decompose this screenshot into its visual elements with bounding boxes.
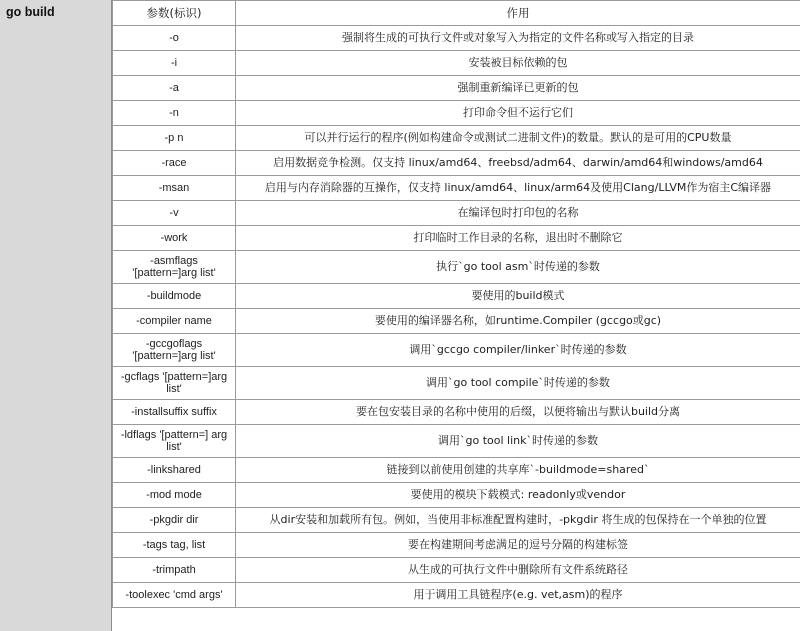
table-row <box>113 367 800 400</box>
description-cell: 调用`gccgo compiler/linker`时传递的参数 <box>236 334 800 367</box>
flag-cell: -msan <box>113 176 236 201</box>
description-column-header: 作用 <box>236 1 800 26</box>
flag-cell: -installsuffix suffix <box>113 400 236 425</box>
flag-cell: -ldflags '[pattern=] arg list' <box>113 425 236 458</box>
table-row <box>113 508 800 533</box>
header-row <box>113 1 800 26</box>
param-column-header: 参数(标识) <box>113 1 236 26</box>
table-row <box>113 101 800 126</box>
description-cell: 调用`go tool compile`时传递的参数 <box>236 367 800 400</box>
description-cell: 打印命令但不运行它们 <box>236 101 800 126</box>
description-cell: 用于调用工具链程序(e.g. vet,asm)的程序 <box>236 583 800 608</box>
description-cell: 要使用的编译器名称，如runtime.Compiler (gccgo或gc) <box>236 309 800 334</box>
description-cell: 强制将生成的可执行文件或对象写入为指定的文件名称或写入指定的目录 <box>236 26 800 51</box>
flag-cell: -pkgdir dir <box>113 508 236 533</box>
table-row <box>113 458 800 483</box>
flag-cell: -gcflags '[pattern=]arg list' <box>113 367 236 400</box>
table-row <box>113 201 800 226</box>
description-cell: 要在构建期间考虑满足的逗号分隔的构建标签 <box>236 533 800 558</box>
table-row <box>113 251 800 284</box>
table-row <box>113 558 800 583</box>
command-name: go build <box>6 5 55 19</box>
flag-cell: -gccgoflags '[pattern=]arg list' <box>113 334 236 367</box>
table-row <box>113 226 800 251</box>
flag-cell: -n <box>113 101 236 126</box>
table-row <box>113 26 800 51</box>
table-row <box>113 400 800 425</box>
description-cell: 启用数据竞争检测。仅支持 linux/amd64、freebsd/adm64、darwin/amd64和windows/amd64 <box>236 151 800 176</box>
description-cell: 要使用的模块下载模式: readonly或vendor <box>236 483 800 508</box>
table-row <box>113 151 800 176</box>
flag-cell: -race <box>113 151 236 176</box>
flag-cell: -o <box>113 26 236 51</box>
flag-cell: -p n <box>113 126 236 151</box>
table-row <box>113 176 800 201</box>
description-cell: 从dir安装和加载所有包。例如，当使用非标准配置构建时，-pkgdir 将生成的包保持在一个单独的位置 <box>236 508 800 533</box>
table-row <box>113 126 800 151</box>
description-cell: 要在包安装目录的名称中使用的后缀，以便将输出与默认build分离 <box>236 400 800 425</box>
description-cell: 可以并行运行的程序(例如构建命令或测试二进制文件)的数量。默认的是可用的CPU数量 <box>236 126 800 151</box>
flag-cell: -a <box>113 76 236 101</box>
flag-cell: -mod mode <box>113 483 236 508</box>
flag-cell: -i <box>113 51 236 76</box>
flag-cell: -linkshared <box>113 458 236 483</box>
flag-cell: -v <box>113 201 236 226</box>
table-row <box>113 425 800 458</box>
table-row <box>113 76 800 101</box>
options-table <box>112 0 800 608</box>
description-cell: 链接到以前使用创建的共享库`-buildmode=shared` <box>236 458 800 483</box>
description-cell: 启用与内存消除器的互操作，仅支持 linux/amd64、linux/arm64及使用Clang/LLVM作为宿主C编译器 <box>236 176 800 201</box>
flag-cell: -tags tag, list <box>113 533 236 558</box>
table-row <box>113 334 800 367</box>
flag-cell: -compiler name <box>113 309 236 334</box>
table-row <box>113 533 800 558</box>
table-row <box>113 284 800 309</box>
table-row <box>113 309 800 334</box>
flag-cell: -buildmode <box>113 284 236 309</box>
table-row <box>113 51 800 76</box>
flag-cell: -trimpath <box>113 558 236 583</box>
description-cell: 打印临时工作目录的名称，退出时不删除它 <box>236 226 800 251</box>
table-row <box>113 583 800 608</box>
flag-cell: -work <box>113 226 236 251</box>
description-cell: 安装被目标依赖的包 <box>236 51 800 76</box>
description-cell: 要使用的build模式 <box>236 284 800 309</box>
table-row <box>113 483 800 508</box>
description-cell: 在编译包时打印包的名称 <box>236 201 800 226</box>
description-cell: 执行`go tool asm`时传递的参数 <box>236 251 800 284</box>
description-cell: 从生成的可执行文件中删除所有文件系统路径 <box>236 558 800 583</box>
command-cell <box>0 0 112 631</box>
flag-cell: -toolexec 'cmd args' <box>113 583 236 608</box>
description-cell: 调用`go tool link`时传递的参数 <box>236 425 800 458</box>
flag-cell: -asmflags '[pattern=]arg list' <box>113 251 236 284</box>
description-cell: 强制重新编译已更新的包 <box>236 76 800 101</box>
